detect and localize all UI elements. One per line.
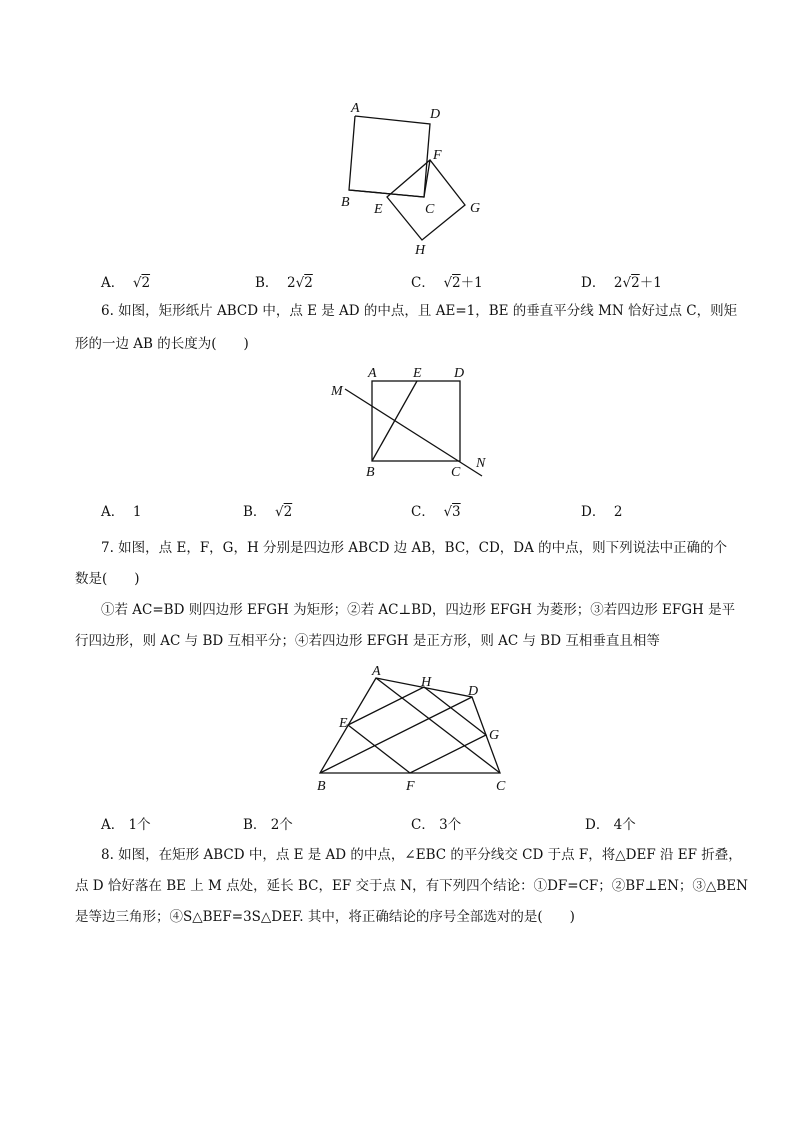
q7-stem-line1: 7. 如图，点 E，F，G，H 分别是四边形 ABCD 边 AB，BC，CD，DA 的中点，则下列说法中正确的个	[101, 540, 728, 556]
fig7-label-b: B	[317, 779, 326, 794]
fig5-label-c: C	[425, 202, 435, 217]
fig5-label-b: B	[341, 195, 350, 210]
q5-option-c: C． √2＋1	[411, 275, 483, 291]
q5-option-a: A． √2	[101, 275, 151, 291]
fig6-label-a: A	[368, 366, 377, 381]
fig7-label-d: D	[468, 684, 479, 699]
q5-option-d: D． 2√2＋1	[581, 275, 662, 291]
fig5-label-h: H	[415, 243, 426, 258]
fig5-label-a: A	[351, 101, 360, 116]
q8-stem-line2: 点 D 恰好落在 BE 上 M 点处，延长 BC，EF 交于点 N，有下列四个结论：①DF=CF；②BF⊥EN；③△BEN	[75, 878, 748, 894]
q7-option-c: C． 3个	[411, 817, 462, 833]
q7-option-d: D． 4个	[585, 817, 636, 833]
q6-option-a: A． 1	[101, 504, 142, 520]
fig5-label-d: D	[430, 107, 441, 122]
q8-stem-line1: 8. 如图，在矩形 ABCD 中，点 E 是 AD 的中点，∠EBC 的平分线交 CD 于点 F，将△DEF 沿 EF 折叠，	[101, 847, 742, 863]
fig6-label-b: B	[366, 465, 375, 480]
q8-stem-line3: 是等边三角形；④S△BEF=3S△DEF. 其中，将正确结论的序号全部选对的是( )	[75, 909, 575, 925]
fig7-label-a: A	[372, 664, 381, 679]
fig5-label-g: G	[470, 201, 481, 216]
fig7-label-g: G	[489, 728, 500, 743]
fig7-label-c: C	[496, 779, 506, 794]
fig6-label-e: E	[413, 366, 422, 381]
fig5-label-f: F	[433, 148, 442, 163]
fig7-label-f: F	[406, 779, 415, 794]
fig6-label-c: C	[451, 465, 461, 480]
fig6-label-m: M	[331, 384, 343, 399]
fig5-label-e: E	[374, 202, 383, 217]
fig7-label-e: E	[339, 716, 348, 731]
q7-option-a: A． 1个	[101, 817, 151, 833]
q6-option-b: B． √2	[243, 504, 293, 520]
figure-5	[330, 95, 500, 260]
figure-6	[325, 360, 500, 485]
q6-stem-line1: 6. 如图，矩形纸片 ABCD 中，点 E 是 AD 的中点，且 AE=1，BE 的垂直平分线 MN 恰好过点 C，则矩	[101, 303, 738, 319]
q7-statements-line2: 行四边形，则 AC 与 BD 互相平分；④若四边形 EFGH 是正方形，则 AC 与 BD 互相垂直且相等	[75, 633, 660, 649]
q6-stem-line2: 形的一边 AB 的长度为( )	[75, 336, 249, 352]
fig7-label-h: H	[421, 675, 432, 690]
q7-option-b: B． 2个	[243, 817, 293, 833]
figure-7	[310, 660, 520, 795]
q6-option-c: C． √3	[411, 504, 461, 520]
fig6-label-d: D	[454, 366, 465, 381]
q7-statements-line1: ①若 AC=BD 则四边形 EFGH 为矩形；②若 AC⊥BD，四边形 EFGH 为菱形；③若四边形 EFGH 是平	[101, 602, 736, 618]
q6-option-d: D． 2	[581, 504, 623, 520]
q7-stem-line2: 数是( )	[75, 571, 140, 587]
q5-option-b: B． 2√2	[255, 275, 313, 291]
fig6-label-n: N	[476, 456, 486, 471]
